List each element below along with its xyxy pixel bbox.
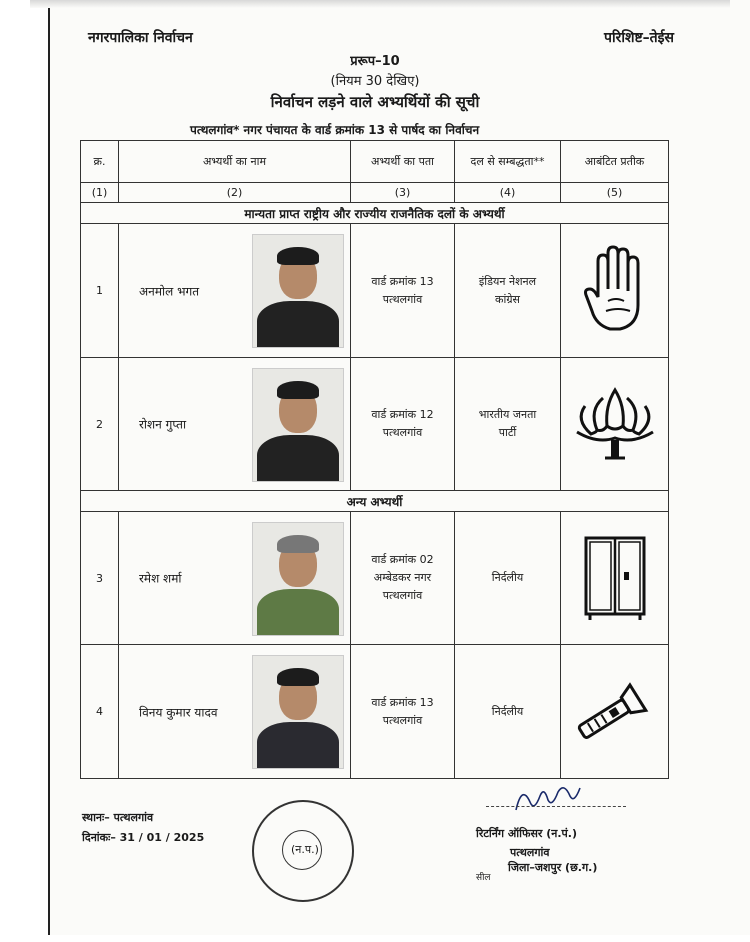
page-top-edge (30, 0, 730, 8)
col-number: (1) (81, 183, 119, 203)
col-number: (3) (351, 183, 455, 203)
row-party (455, 358, 561, 491)
col-number: (4) (455, 183, 561, 203)
party-line: भारतीय जनता (478, 408, 537, 421)
address-line: वार्ड क्रमांक 13 (371, 274, 434, 288)
header-left: नगरपालिका निर्वाचन (88, 30, 193, 46)
document-subtitle: पत्थलगांव* नगर पंचायत के वार्ड क्रमांक 13 से पार्षद का निर्वाचन (190, 123, 480, 137)
section-row (81, 491, 669, 512)
row-address (351, 512, 455, 645)
candidate-photo (252, 655, 344, 769)
officer-district: जिला–जशपुर (छ.ग.) (508, 861, 598, 874)
address-line: वार्ड क्रमांक 02 (371, 553, 434, 566)
torch-icon (561, 645, 669, 779)
address-line: पत्थलगांव (382, 589, 423, 602)
party-line: कांग्रेस (495, 292, 520, 306)
officer-signature (512, 778, 584, 818)
table-row (81, 645, 669, 779)
row-address (351, 645, 455, 779)
section-recognized-parties: मान्यता प्राप्त राष्ट्रीय और राज्यीय राजनैतिक दलों के अभ्यर्थी (81, 203, 669, 224)
document-title: निर्वाचन लड़ने वाले अभ्यर्थियों की सूची (270, 93, 480, 111)
col-number: (2) (119, 183, 351, 203)
header-sno: क्र. (81, 141, 119, 183)
party-line: निर्दलीय (491, 704, 524, 718)
row-name-cell (119, 358, 351, 491)
address-line: वार्ड क्रमांक 12 (371, 408, 434, 421)
party-line: निर्दलीय (491, 571, 524, 584)
row-party (455, 512, 561, 645)
row-party (455, 645, 561, 779)
form-number: प्ररूप–10 (350, 54, 400, 69)
office-seal (252, 800, 354, 902)
row-name-cell (119, 224, 351, 358)
header-name: अभ्यर्थी का नाम (119, 141, 351, 183)
date-label: दिनांकः– 31 / 01 / 2025 (82, 831, 205, 844)
row-sno: 1 (81, 224, 119, 358)
candidates-table (80, 140, 669, 779)
seal-label: सील (476, 873, 491, 883)
candidate-photo (252, 522, 344, 636)
section-other-candidates: अन्य अभ्यर्थी (81, 491, 669, 512)
address-line: पत्थलगांव (382, 426, 423, 439)
header-symbol: आबंटित प्रतीक (561, 141, 669, 183)
address-line: वार्ड क्रमांक 13 (371, 695, 434, 709)
header-address: अभ्यर्थी का पता (351, 141, 455, 183)
row-name-cell (119, 645, 351, 779)
signature-line (486, 806, 626, 807)
row-sno: 2 (81, 358, 119, 491)
rule-reference: (नियम 30 देखिए) (330, 74, 420, 89)
row-address (351, 358, 455, 491)
lotus-icon (561, 358, 669, 491)
col-number: (5) (561, 183, 669, 203)
party-line: इंडियन नेशनल (478, 274, 537, 288)
candidate-name: अनमोल भगत (139, 284, 200, 298)
address-line: पत्थलगांव (382, 713, 423, 727)
seal-center-text: (न.प.) (291, 843, 319, 856)
candidate-name: रमेश शर्मा (139, 571, 182, 586)
row-name-cell (119, 512, 351, 645)
candidate-name: रोशन गुप्ता (139, 417, 187, 432)
party-line: पार्टी (498, 426, 517, 439)
candidate-photo (252, 234, 344, 348)
place-label: स्थानः– पत्थलगांव (82, 811, 154, 824)
address-line: पत्थलगांव (382, 292, 423, 306)
address-line: अम्बेडकर नगर (373, 571, 432, 584)
almirah-icon (561, 512, 669, 645)
officer-location: पत्थलगांव (510, 846, 550, 859)
hand-icon (561, 224, 669, 358)
column-number-row (81, 183, 669, 203)
section-row (81, 203, 669, 224)
header-right: परिशिष्ट–तेईस (604, 30, 674, 46)
candidate-name: विनय कुमार यादव (139, 705, 218, 719)
table-header-row (81, 141, 669, 183)
row-address (351, 224, 455, 358)
table-row (81, 358, 669, 491)
header-party: दल से सम्बद्धता** (455, 141, 561, 183)
row-sno: 4 (81, 645, 119, 779)
table-row (81, 512, 669, 645)
officer-title: रिटर्निंग ऑफिसर (न.पं.) (476, 827, 577, 840)
row-party (455, 224, 561, 358)
candidate-photo (252, 368, 344, 482)
row-sno: 3 (81, 512, 119, 645)
table-row (81, 224, 669, 358)
